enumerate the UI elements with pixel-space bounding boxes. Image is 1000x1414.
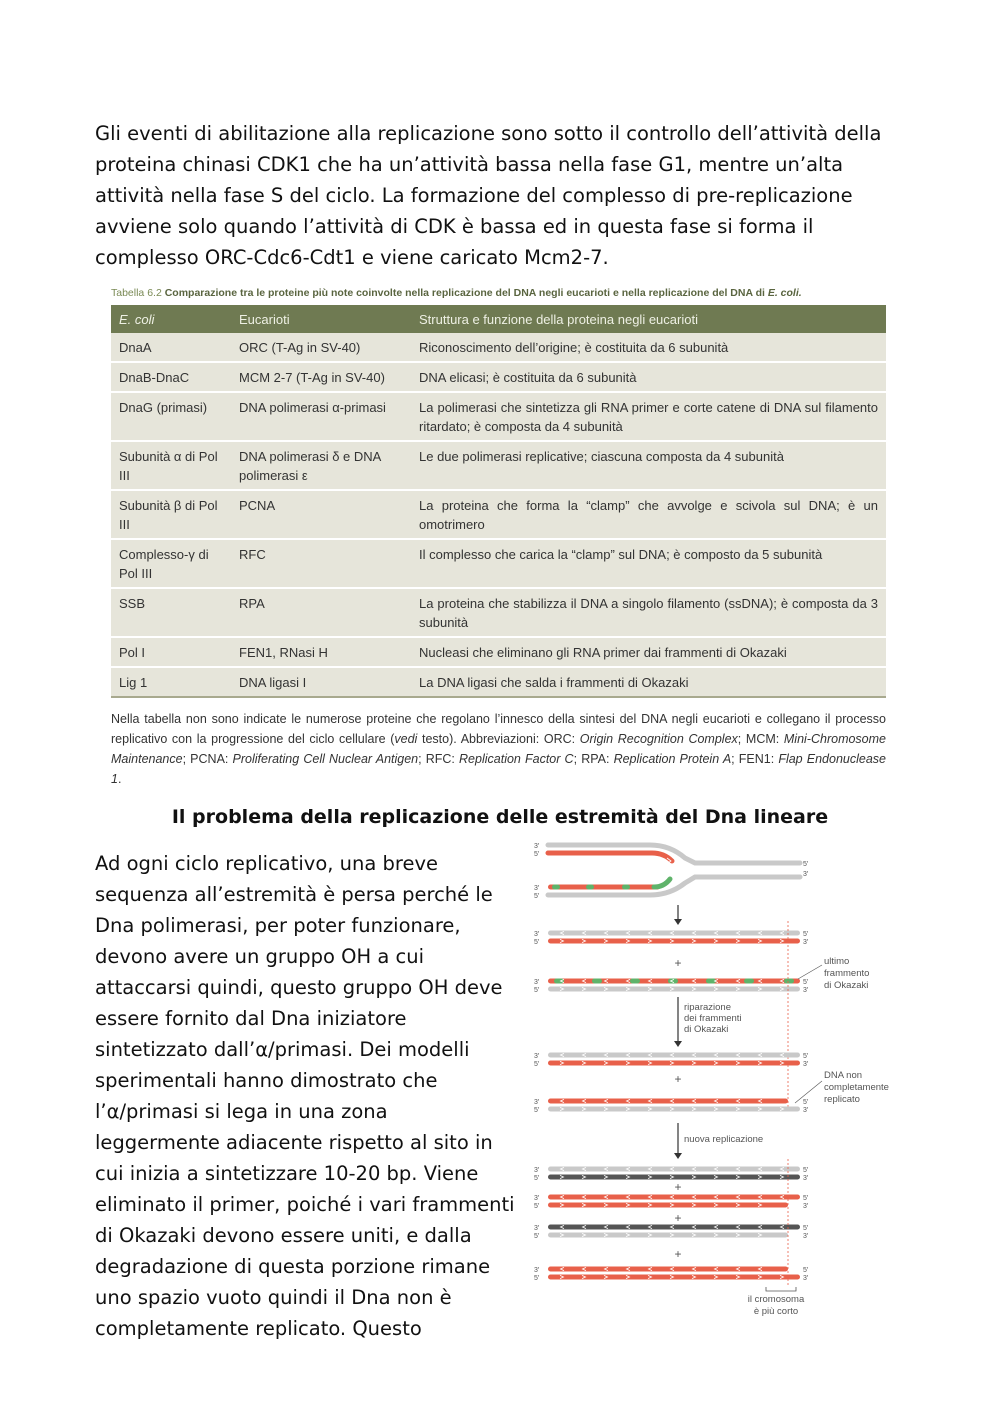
strand-end-label: 3′: [803, 1107, 809, 1114]
strand-end-label: 3′: [534, 979, 540, 986]
strand-end-label: 5′: [534, 851, 540, 858]
dna-strand: [548, 1267, 788, 1272]
table-header-row: [111, 305, 886, 333]
header-ecoli: E. coli: [111, 305, 231, 333]
table-row: [111, 588, 886, 637]
label-incomplete-dna: DNA non: [824, 1070, 863, 1081]
section-title: Il problema della replicazione delle estremità del Dna lineare: [171, 806, 829, 828]
rna-primer: [552, 885, 560, 890]
rna-primer: [744, 979, 754, 984]
cell-eucarioti: RPA: [231, 588, 411, 637]
strand-end-label: 3′: [803, 1203, 809, 1210]
cell-eucarioti: FEN1, RNasi H: [231, 637, 411, 667]
strand-end-label: 3′: [534, 1225, 540, 1232]
table-row: [111, 333, 886, 362]
strand-end-label: 3′: [803, 1275, 809, 1282]
cell-ecoli: Subunità β di Pol III: [111, 490, 231, 539]
table-row: [111, 539, 886, 588]
table-row: [111, 362, 886, 392]
strand-end-label: 3′: [803, 987, 809, 994]
label-okazaki-repair: riparazione: [684, 1002, 731, 1013]
cell-function: La proteina che forma la “clamp” che avvolge e scivola sul DNA; è un omotrimero: [411, 490, 886, 539]
strand-end-label: 5′: [803, 1167, 809, 1174]
strand-end-label: 5′: [534, 893, 540, 900]
label-new-replication: nuova replicazione: [684, 1134, 764, 1145]
strand-end-label: 3′: [803, 1233, 809, 1240]
down-arrow-head: [674, 919, 682, 925]
label-shorter-chromosome: è più corto: [753, 1306, 799, 1317]
cell-eucarioti: MCM 2-7 (T-Ag in SV-40): [231, 362, 411, 392]
table-caption-number: Tabella 6.2: [111, 287, 162, 299]
rna-primer: [784, 979, 794, 984]
strand-end-label: 5′: [534, 939, 540, 946]
strand-end-label: 5′: [803, 1267, 809, 1274]
cell-function: La DNA ligasi che salda i frammenti di Okazaki: [411, 667, 886, 697]
intro-paragraph: Gli eventi di abilitazione alla replicazione sono sotto il controllo dell’attività della proteina chinasi CDK1 che ha un’attività bassa nella fase G1, mentre un’alta attività nella fase S del ciclo. La formazione del complesso di pre-replicazione avviene solo quando l’attività di CDK è bassa ed in questa fase si forma il complesso ORC-Cdc6-Cdt1 e viene caricato Mcm2-7.: [95, 122, 882, 269]
body-paragraph: Ad ogni ciclo replicativo, una breve sequenza all’estremità è persa perché le Dna polimerasi, per poter funzionare, devono avere un gruppo OH a cui attaccarsi quindi, questo gruppo OH deve essere fornito dal Dna iniziatore sintetizzato dall’α/primasi. Dei modelli sperimentali hanno dimostrato che l’α/primasi si lega in una zona leggermente adiacente rispetto al sito in cui inizia a sintetizzare 10-20 bp. Viene eliminato il primer, poiché i vari frammenti di Okazaki devono essere uniti, e dalla degradazione di questa porzione rimane uno spazio vuoto quindi il Dna non è completamente replicato. Questo: [95, 852, 515, 1340]
table-row: [111, 667, 886, 697]
cell-eucarioti: DNA polimerasi α-primasi: [231, 392, 411, 441]
down-arrow-head: [674, 1153, 682, 1159]
cell-ecoli: Pol I: [111, 637, 231, 667]
rna-primer: [630, 979, 640, 984]
cell-function: Il complesso che carica la “clamp” sul DNA; è composto da 5 subunità: [411, 539, 886, 588]
plus-sign: +: [674, 1072, 682, 1086]
label-incomplete-dna: replicato: [824, 1094, 860, 1105]
strand-end-label: 3′: [534, 885, 540, 892]
strand-end-label: 3′: [534, 1167, 540, 1174]
strand-end-label: 5′: [803, 1053, 809, 1060]
cell-function: Nucleasi che eliminano gli RNA primer dai frammenti di Okazaki: [411, 637, 886, 667]
cell-function: DNA elicasi; è costituita da 6 subunità: [411, 362, 886, 392]
strand-end-label: 3′: [534, 1053, 540, 1060]
cell-eucarioti: RFC: [231, 539, 411, 588]
replication-diagram: [530, 833, 920, 1323]
plus-sign: +: [674, 1180, 682, 1194]
strand-end-label: 5′: [803, 979, 809, 986]
dna-strand: [548, 1203, 788, 1208]
strand-end-label: 3′: [534, 1099, 540, 1106]
strand-end-label: 3′: [803, 1061, 809, 1068]
strand-end-label: 3′: [534, 843, 540, 850]
cell-function: Riconoscimento dell’origine; è costituita da 6 subunità: [411, 333, 886, 362]
cell-function: Le due polimerasi replicative; ciascuna composta da 4 subunità: [411, 441, 886, 490]
label-last-okazaki-fragment: frammento: [824, 968, 870, 979]
table-block: [111, 287, 886, 789]
rna-primer: [654, 879, 670, 887]
cell-eucarioti: PCNA: [231, 490, 411, 539]
label-incomplete-dna: completamente: [824, 1082, 889, 1093]
table-row: [111, 441, 886, 490]
strand-end-label: 3′: [534, 1267, 540, 1274]
strand-end-label: 5′: [803, 1099, 809, 1106]
cell-ecoli: DnaA: [111, 333, 231, 362]
cell-ecoli: DnaB-DnaC: [111, 362, 231, 392]
table-row: [111, 490, 886, 539]
strand-end-label: 3′: [803, 871, 809, 878]
callout-line: [798, 965, 822, 979]
strand-end-label: 5′: [534, 1107, 540, 1114]
strand-end-label: 3′: [803, 939, 809, 946]
strand-end-label: 5′: [803, 931, 809, 938]
plus-sign: +: [674, 1247, 682, 1261]
cell-ecoli: Lig 1: [111, 667, 231, 697]
okazaki-fragments: [548, 885, 660, 890]
strand-end-label: 5′: [534, 1175, 540, 1182]
table-note: Nella tabella non sono indicate le numerose proteine che regolano l’innesco della sintesi del DNA negli eucarioti e collegano il processo replicativo con la progressione del ciclo cellulare (vedi testo). Abbreviazioni: ORC: Origin Recognition Complex; MCM: Mini-Chromosome Maintenance; PCNA: Proliferating Cell Nuclear Antigen; RFC: Replication Factor C; RPA: Replication Protein A; FEN1: Flap Endonuclease 1.: [111, 712, 886, 786]
plus-sign: +: [674, 956, 682, 970]
label-okazaki-repair: dei frammenti: [684, 1013, 742, 1024]
strand-end-label: 5′: [803, 1225, 809, 1232]
strand-end-label: 5′: [803, 861, 809, 868]
protein-comparison-table: [111, 305, 886, 698]
strand-end-label: 3′: [803, 1175, 809, 1182]
strand-end-label: 5′: [534, 1275, 540, 1282]
rna-primer: [622, 885, 630, 890]
plus-sign: +: [674, 1211, 682, 1225]
rna-primer: [592, 979, 602, 984]
header-eucarioti: Eucarioti: [231, 305, 411, 333]
table-caption-title: Comparazione tra le proteine più note coinvolte nella replicazione del DNA negli eucarioti e nella replicazione del DNA di: [164, 287, 765, 299]
dna-strand: [548, 1233, 788, 1238]
header-function: Struttura e funzione della proteina negli eucarioti: [411, 305, 886, 333]
label-last-okazaki-fragment: di Okazaki: [824, 980, 869, 991]
table-caption-species: E. coli.: [767, 287, 802, 299]
callout-line: [795, 1081, 822, 1103]
cell-function: La proteina che stabilizza il DNA a singolo filamento (ssDNA); è composta da 3 subunità: [411, 588, 886, 637]
cell-ecoli: DnaG (primasi): [111, 392, 231, 441]
strand-end-label: 5′: [534, 987, 540, 994]
strand-end-label: 5′: [534, 1061, 540, 1068]
cell-eucarioti: ORC (T-Ag in SV-40): [231, 333, 411, 362]
table-row: [111, 392, 886, 441]
cell-eucarioti: DNA polimerasi δ e DNA polimerasi ε: [231, 441, 411, 490]
cell-ecoli: Complesso-γ di Pol III: [111, 539, 231, 588]
strand-end-label: 5′: [534, 1233, 540, 1240]
rna-primer: [668, 979, 678, 984]
strand-end-label: 5′: [534, 1203, 540, 1210]
down-arrow-head: [674, 1041, 682, 1047]
fork-leading-strand: [548, 853, 672, 861]
cell-function: La polimerasi che sintetizza gli RNA primer e corte catene di DNA sul filamento ritardato; è composta da 4 subunità: [411, 392, 886, 441]
cell-eucarioti: DNA ligasi I: [231, 667, 411, 697]
rna-primer: [554, 979, 564, 984]
strand-end-label: 3′: [534, 1195, 540, 1202]
strand-end-label: 3′: [534, 931, 540, 938]
rna-primer: [586, 885, 594, 890]
table-row: [111, 637, 886, 667]
cell-ecoli: Subunità α di Pol III: [111, 441, 231, 490]
shortening-bracket: [766, 1287, 796, 1291]
cell-ecoli: SSB: [111, 588, 231, 637]
new-strand-incomplete: [548, 1099, 788, 1104]
label-okazaki-repair: di Okazaki: [684, 1024, 729, 1035]
table-caption: [111, 287, 886, 299]
label-last-okazaki-fragment: ultimo: [824, 956, 850, 967]
end-replication-figure: [530, 833, 920, 1323]
label-shorter-chromosome: il cromosoma: [747, 1294, 805, 1305]
strand-end-label: 5′: [803, 1195, 809, 1202]
